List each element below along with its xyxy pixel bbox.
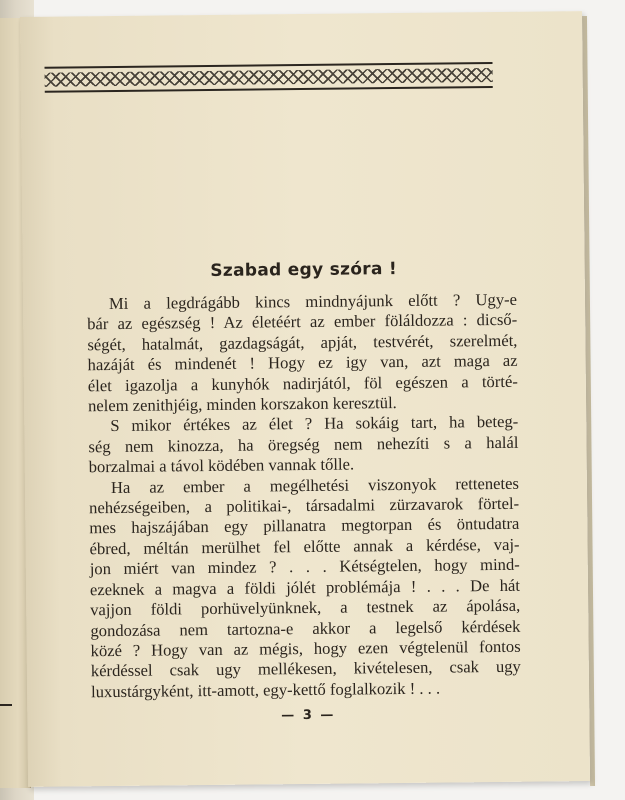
body-text bbox=[87, 290, 521, 703]
text-line: gondozása nem tartozna-e akkor a legelső kérdések bbox=[90, 616, 521, 640]
book-page bbox=[20, 11, 590, 787]
text-line: nehézségeiben, a politikai-, társadalmi zürzavarok förtel- bbox=[89, 493, 520, 518]
text-line: kérdéssel csak ugy mellékesen, kivételesen, csak ugy bbox=[90, 657, 521, 681]
paragraph-1 bbox=[87, 290, 518, 417]
text-line: jon miért van mindez ? . . . Kétségtelen, hogy mind- bbox=[89, 555, 520, 579]
text-line: Ha az ember a megélhetési viszonyok rettenetes bbox=[110, 473, 519, 497]
text-line: mes hajszájában egy pillanatra megtorpan és öntudatra bbox=[89, 514, 520, 538]
ornamental-header-border bbox=[45, 62, 493, 93]
page-number: — 3 — bbox=[281, 707, 336, 724]
text-line: nelem zenithjéig, minden korszakon keresztül. bbox=[87, 393, 397, 416]
text-line: luxustárgyként, itt-amott, egy-kettő foglalkozik ! . . . bbox=[90, 678, 441, 701]
text-line: bár az egészség ! Az életéért az ember föláldozza : dicső- bbox=[87, 310, 518, 334]
left-page-rule bbox=[0, 704, 12, 706]
text-line: ségét, hatalmát, gazdagságát, apját, testvérét, szerelmét, bbox=[87, 330, 518, 355]
text-line: vajjon földi porhüvelyünknek, a testnek az ápolása, bbox=[90, 595, 521, 620]
text-line: Mi a legdrágább kincs mindnyájunk előtt ? Ugy-e bbox=[108, 289, 518, 314]
text-line: hazáját és mindenét ! Hogy ez igy van, azt maga az bbox=[87, 350, 518, 375]
text-line: ség nem kinozza, ha öregség nem nehezíti s a halál bbox=[88, 432, 519, 457]
text-line: borzalmai a távol ködében vannak tőlle. bbox=[88, 454, 355, 477]
ornament-pattern bbox=[45, 68, 493, 87]
paragraph-3 bbox=[89, 473, 521, 702]
text-line: S mikor értékes az élet ? Ha sokáig tart, ha beteg- bbox=[110, 412, 519, 436]
text-line: élet igazolja a kunyhók nadirjától, föl egészen a törté- bbox=[87, 371, 518, 395]
paragraph-2 bbox=[88, 412, 519, 478]
text-line: közé ? Hogy van az mégis, hogy ezen végtelenül fontos bbox=[90, 636, 521, 661]
text-line: ezeknek a magva a földi jólét problémája ! . . . De hát bbox=[89, 575, 521, 599]
text-line: ébred, méltán merülhet fel előtte annak a kérdése, vaj- bbox=[89, 534, 520, 559]
page-title: Szabad egy szóra ! bbox=[210, 259, 398, 281]
